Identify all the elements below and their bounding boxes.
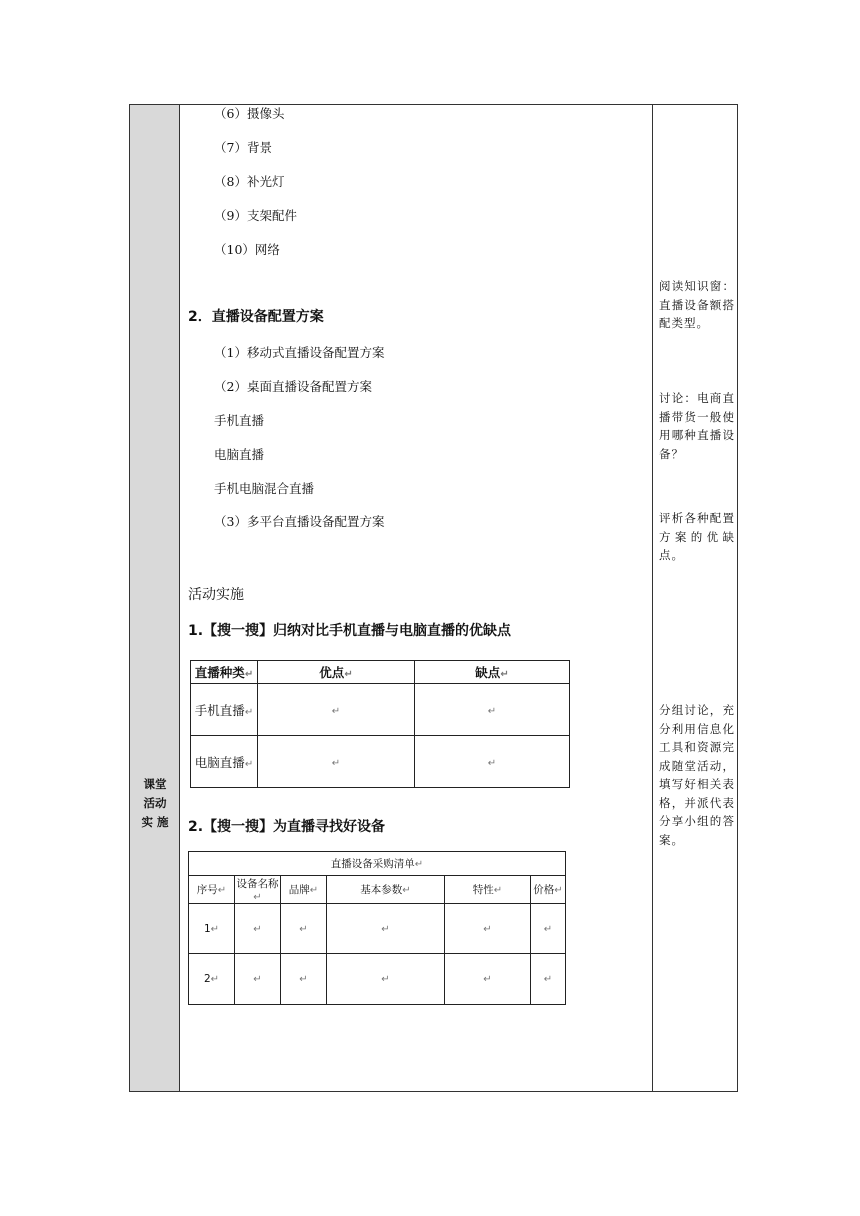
note-evaluation: 评析各种配置方案的优缺点。 xyxy=(659,511,735,562)
config-heading: 2．直播设备配置方案 xyxy=(188,309,324,325)
header-cell: 价格↵ xyxy=(531,876,566,904)
table-row xyxy=(191,736,570,788)
equipment-item: （9）支架配件 xyxy=(214,208,297,223)
empty-cell[interactable]: ↵ xyxy=(281,954,327,1005)
purchase-table-title: 直播设备采购清单↵ xyxy=(189,852,566,876)
config-item: （3）多平台直播设备配置方案 xyxy=(214,514,385,529)
empty-cell[interactable]: ↵ xyxy=(445,904,531,954)
empty-cell[interactable]: ↵ xyxy=(235,904,281,954)
row-number: 2↵ xyxy=(189,954,235,1005)
empty-cell[interactable]: ↵ xyxy=(327,904,445,954)
table-row xyxy=(191,684,570,736)
activity-title: 活动实施 xyxy=(188,587,244,603)
config-item: 手机电脑混合直播 xyxy=(214,481,315,496)
header-cell: 缺点↵ xyxy=(415,661,570,684)
note-group-work: 分组讨论，充分利用信息化工具和资源完成随堂活动，填写好相关表格，并派代表分享小组的答案。 xyxy=(659,703,735,847)
task-2-heading: 2.【搜一搜】为直播寻找好设备 xyxy=(188,819,386,835)
row-number: 1↵ xyxy=(189,904,235,954)
config-item: 电脑直播 xyxy=(214,447,265,462)
header-cell: 直播种类↵ xyxy=(191,661,258,684)
config-item: 手机直播 xyxy=(214,413,265,428)
cons-cell[interactable]: ↵ xyxy=(415,684,570,736)
note-reading: 阅读知识窗：直播设备额搭配类型。 xyxy=(659,279,735,330)
equipment-item: （8）补光灯 xyxy=(214,174,285,189)
header-cell: 基本参数↵ xyxy=(327,876,445,904)
config-item: （2）桌面直播设备配置方案 xyxy=(214,379,372,394)
note-discussion: 讨论：电商直播带货一般使用哪种直播设备？ xyxy=(659,391,735,461)
header-cell: 优点↵ xyxy=(258,661,415,684)
empty-cell[interactable]: ↵ xyxy=(235,954,281,1005)
table-row xyxy=(189,904,566,954)
empty-cell[interactable]: ↵ xyxy=(531,954,566,1005)
config-item: （1）移动式直播设备配置方案 xyxy=(214,345,385,360)
purchase-table xyxy=(188,851,566,1005)
pros-cell[interactable]: ↵ xyxy=(258,736,415,788)
stage-label: 课堂 活动 实 施 xyxy=(141,777,169,829)
pros-cell[interactable]: ↵ xyxy=(258,684,415,736)
row-label: 手机直播↵ xyxy=(191,684,258,736)
header-cell: 特性↵ xyxy=(445,876,531,904)
compare-table xyxy=(190,660,570,788)
stage-label-column xyxy=(130,105,180,1091)
header-cell: 序号↵ xyxy=(189,876,235,904)
header-cell: 品牌↵ xyxy=(281,876,327,904)
table-row xyxy=(189,954,566,1005)
empty-cell[interactable]: ↵ xyxy=(445,954,531,1005)
equipment-item: （10）网络 xyxy=(214,242,280,257)
equipment-item: （6）摄像头 xyxy=(214,106,285,121)
empty-cell[interactable]: ↵ xyxy=(531,904,566,954)
empty-cell[interactable]: ↵ xyxy=(281,904,327,954)
task-1-heading: 1.【搜一搜】归纳对比手机直播与电脑直播的优缺点 xyxy=(188,623,512,639)
cons-cell[interactable]: ↵ xyxy=(415,736,570,788)
notes-column xyxy=(652,105,738,1091)
equipment-item: （7）背景 xyxy=(214,140,272,155)
empty-cell[interactable]: ↵ xyxy=(327,954,445,1005)
header-cell: 设备名称↵ xyxy=(235,876,281,904)
row-label: 电脑直播↵ xyxy=(191,736,258,788)
